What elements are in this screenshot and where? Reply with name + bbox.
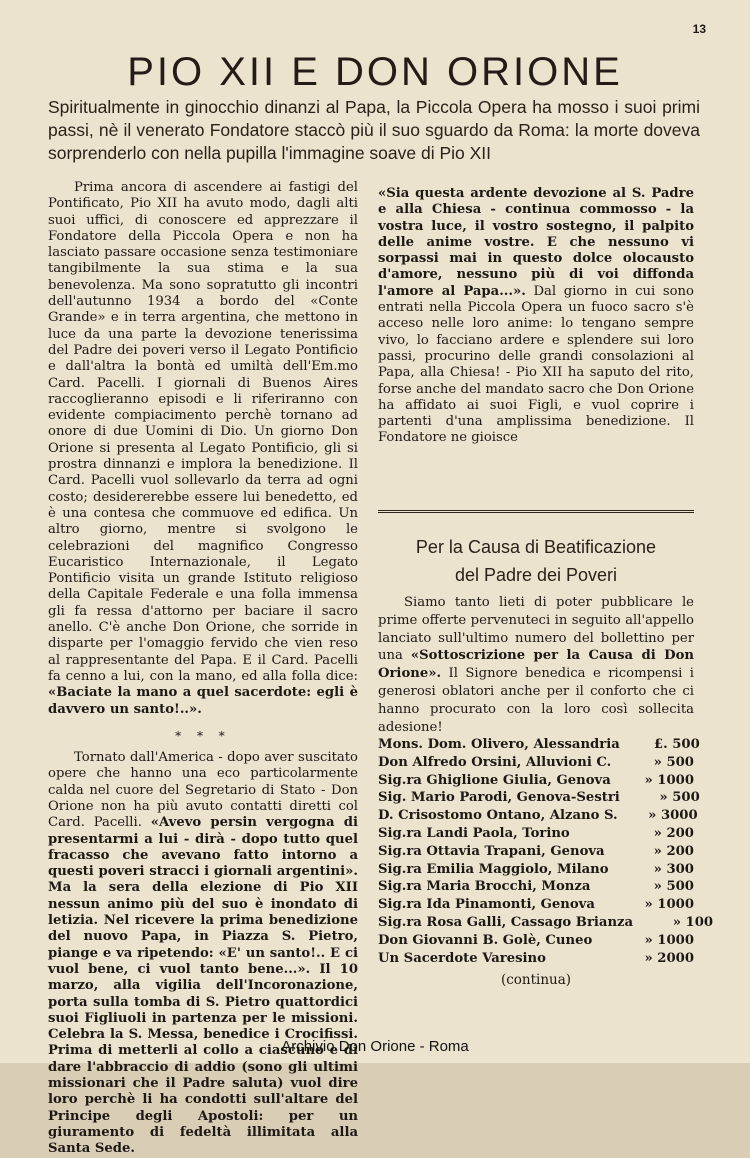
donor-name: Sig.ra Maria Brocchi, Monza bbox=[378, 879, 591, 895]
donation-row bbox=[378, 950, 694, 968]
article-title: PIO XII E DON ORIONE bbox=[127, 50, 623, 94]
section-text-b: Il Signore benedica e ricompensi i generosi oblatori anche per il conforto che ci hanno procurato con la loro così sollecita adesione! bbox=[378, 666, 694, 735]
paragraph-2-text-c: Ma la sera della elezione di Pio XII nessun animo più del suo è inondato di letizia. Nel ricevere la prima benedizione del nuovo Papa, in Piazza S. Pietro, piange e va ripetendo: «E' un santo!.. E ci vuol bene, ci vuol tanto bene...». Il 10 marzo, alla vigilia dell'Incoronazione, porta sulla tomba di S. Pietro quattordici suoi Figliuoli in partenza per le missioni. Celebra la S. Messa, benedice i Crocifissi. Prima di metterli al collo a ciascuno e di dare l'abbraccio di addio (sono gli ultimi missionari che il Padre saluta) vuol dire loro perchè li ha condotti sull'altare del Principe degli Apostoli: per un giuramento di fedeltà illimitata alla Santa Sede. bbox=[48, 880, 358, 1157]
paragraph-3-quote: «Sia questa ardente devozione al S. Padre e alla Chiesa - continua commosso - la vostra luce, il vostro sostegno, il palpito delle anime vostre. E che nessuno vi sorpassi mai in questo dolce olocausto d'amore, nessuno più di voi diffonda l'amore al Papa...». bbox=[378, 186, 694, 299]
article-column-left bbox=[48, 180, 358, 1158]
continued-label: (continua) bbox=[500, 972, 572, 988]
donation-row bbox=[378, 932, 694, 950]
article-paragraph-2 bbox=[48, 750, 358, 1157]
section-title bbox=[378, 533, 694, 589]
donation-row bbox=[378, 789, 700, 807]
donation-amount: » 500 bbox=[653, 754, 694, 770]
donor-name: Mons. Dom. Olivero, Alessandria bbox=[378, 737, 620, 752]
donation-amount: » 200 bbox=[653, 843, 694, 859]
donor-name: Sig.ra Ottavia Trapani, Genova bbox=[378, 843, 605, 859]
section-title-line-1: Per la Causa di Beatificazione bbox=[415, 537, 657, 557]
donation-row bbox=[378, 825, 694, 843]
donor-name: Sig.ra Ida Pinamonti, Genova bbox=[378, 897, 595, 913]
donation-amount: » 1000 bbox=[644, 897, 694, 913]
paragraph-2-text-a: Tornato dall'America - dopo aver suscitato opere che hanno una eco particolarmente calda nel cuore del Segretario di Stato - Don Orione non ha più avuto contatti diretti col Card. Pacelli. bbox=[48, 750, 358, 831]
archive-footer: Archivio Don Orione - Roma bbox=[281, 1038, 469, 1055]
donation-amount: » 1000 bbox=[644, 932, 694, 948]
donation-amount: » 3000 bbox=[648, 808, 698, 824]
donation-row bbox=[378, 861, 694, 879]
paragraph-3-text: Dal giorno in cui sono entrati nella Piccola Opera un fuoco sacro s'è acceso nelle loro anime: lo tengano sempre vivo, lo facciano ardere e splendere sui loro passi, procurino delle grandi consolazioni al Papa, alla Chiesa! - Pio XII ha saputo del rito, forse anche del mandato sacro che Don Orione ha affidato ai suoi Figli, e vuol coprire i partenti d'una amplissima benedizione. Il Fondatore ne gioisce bbox=[378, 283, 694, 446]
donation-row bbox=[378, 754, 694, 772]
donation-amount: » 300 bbox=[653, 861, 694, 877]
donor-name: Sig.ra Emilia Maggiolo, Milano bbox=[378, 861, 609, 877]
section-paragraph bbox=[378, 594, 694, 736]
section-text-bold: «Sottoscrizione per la Causa di Don Orione». bbox=[378, 648, 694, 682]
donation-row bbox=[378, 843, 694, 861]
donation-amount: » 1000 bbox=[644, 772, 694, 788]
donor-name: Don Alfredo Orsini, Alluvioni C. bbox=[378, 754, 612, 770]
article-column-right bbox=[378, 186, 694, 447]
donor-name: Sig.ra Landi Paola, Torino bbox=[378, 825, 570, 841]
donation-row bbox=[378, 896, 694, 914]
donation-amount: » 200 bbox=[653, 825, 694, 841]
paragraph-2-quote-a: «Avevo persin vergogna di presentarmi a lui - dirà - dopo tutto quel fracasso che avevano fatto intorno a questi poveri stracci i giornali argentini». bbox=[48, 815, 358, 880]
donor-name: Sig. Mario Parodi, Genova-Sestri bbox=[378, 790, 620, 806]
donation-amount: » 500 bbox=[653, 879, 694, 895]
donation-list bbox=[378, 736, 714, 967]
donor-name: D. Crisostomo Ontano, Alzano S. bbox=[378, 808, 618, 824]
donation-amount: £. 500 bbox=[653, 737, 700, 752]
donor-name: Sig.ra Rosa Galli, Cassago Brianza bbox=[378, 914, 634, 930]
donation-row bbox=[378, 807, 698, 825]
donor-name: Un Sacerdote Varesino bbox=[378, 950, 546, 966]
donation-amount: » 2000 bbox=[644, 950, 694, 966]
donation-row bbox=[378, 914, 714, 932]
section-body bbox=[378, 594, 694, 736]
page-number: 13 bbox=[692, 22, 706, 36]
donation-amount: » 100 bbox=[672, 914, 714, 930]
paragraph-1-text: Prima ancora di ascendere ai fastigi del Pontificato, Pio XII ha avuto modo, dagli alti suoi uffici, di conoscere ed apprezzare il Fondatore della Piccola Opera e non ha lasciato passare occasione senza testimoniare tangibilmente la sua stima e la sua benevolenza. Ma sono sopratutto gli incontri dell'autunno 1934 a bordo del «Conte Grande» e in terra argentina, che mettono in luce da una parte la devozione tenerissima del Padre dei poveri verso il Legato Pontificio e dall'altra la bontà ed umiltà dell'Em.mo Card. Pacelli. I giornali di Buenos Aires raccoglieranno episodi e li riferiranno con evidente compiacimento perchè tornano ad onore di due Uomini di Dio. Un giorno Don Orione si presenta al Legato Pontificio, gli si prostra dinnanzi e implora la benedizione. Il Card. Pacelli vuol sollevarlo da terra ad ogni costo; desidererebbe essere lui benedetto, ed è una contesa che commuove ed edifica. Un altro giorno, mentre si svolgono le celebrazioni del magnifico Congresso Eucaristico Internazionale, il Legato Pontificio visita un grande Istituto religioso della Capitale Federale e una folla immensa gli fa ressa d'attorno per baciare il sacro anello. C'è anche Don Orione, che sorride in disparte per l'omaggio fervido che vien reso al rappresentante del Papa. E il Card. Pacelli fa cenno a lui, con la mano, ed alla folla dice: bbox=[48, 180, 358, 684]
donor-name: Sig.ra Ghiglione Giulia, Genova bbox=[378, 772, 611, 788]
donation-row bbox=[378, 772, 694, 790]
donation-row bbox=[378, 736, 700, 754]
column-divider-line bbox=[378, 510, 694, 513]
article-paragraph-1 bbox=[48, 180, 358, 718]
article-subtitle: Spiritualmente in ginocchio dinanzi al Papa, la Piccola Opera ha mosso i suoi primi passi, nè il venerato Fondatore staccò più il suo sguardo da Roma: la morte doveva sorprenderlo con nella pupilla l'immagine soave di Pio XII bbox=[48, 97, 700, 163]
donation-amount: » 500 bbox=[659, 790, 700, 806]
section-separator: * * * bbox=[175, 728, 231, 743]
donation-row bbox=[378, 878, 694, 896]
donor-name: Don Giovanni B. Golè, Cuneo bbox=[378, 932, 593, 948]
section-text-a: Siamo tanto lieti di poter pubblicare le prime offerte pervenuteci in seguito all'appello lanciato sull'ultimo numero del bollettino per una bbox=[378, 595, 694, 664]
paragraph-1-quote: «Baciate la mano a quel sacerdote: egli è davvero un santo!..». bbox=[48, 685, 358, 717]
article-paragraph-3 bbox=[378, 186, 694, 447]
section-title-line-2: del Padre dei Poveri bbox=[454, 565, 618, 585]
